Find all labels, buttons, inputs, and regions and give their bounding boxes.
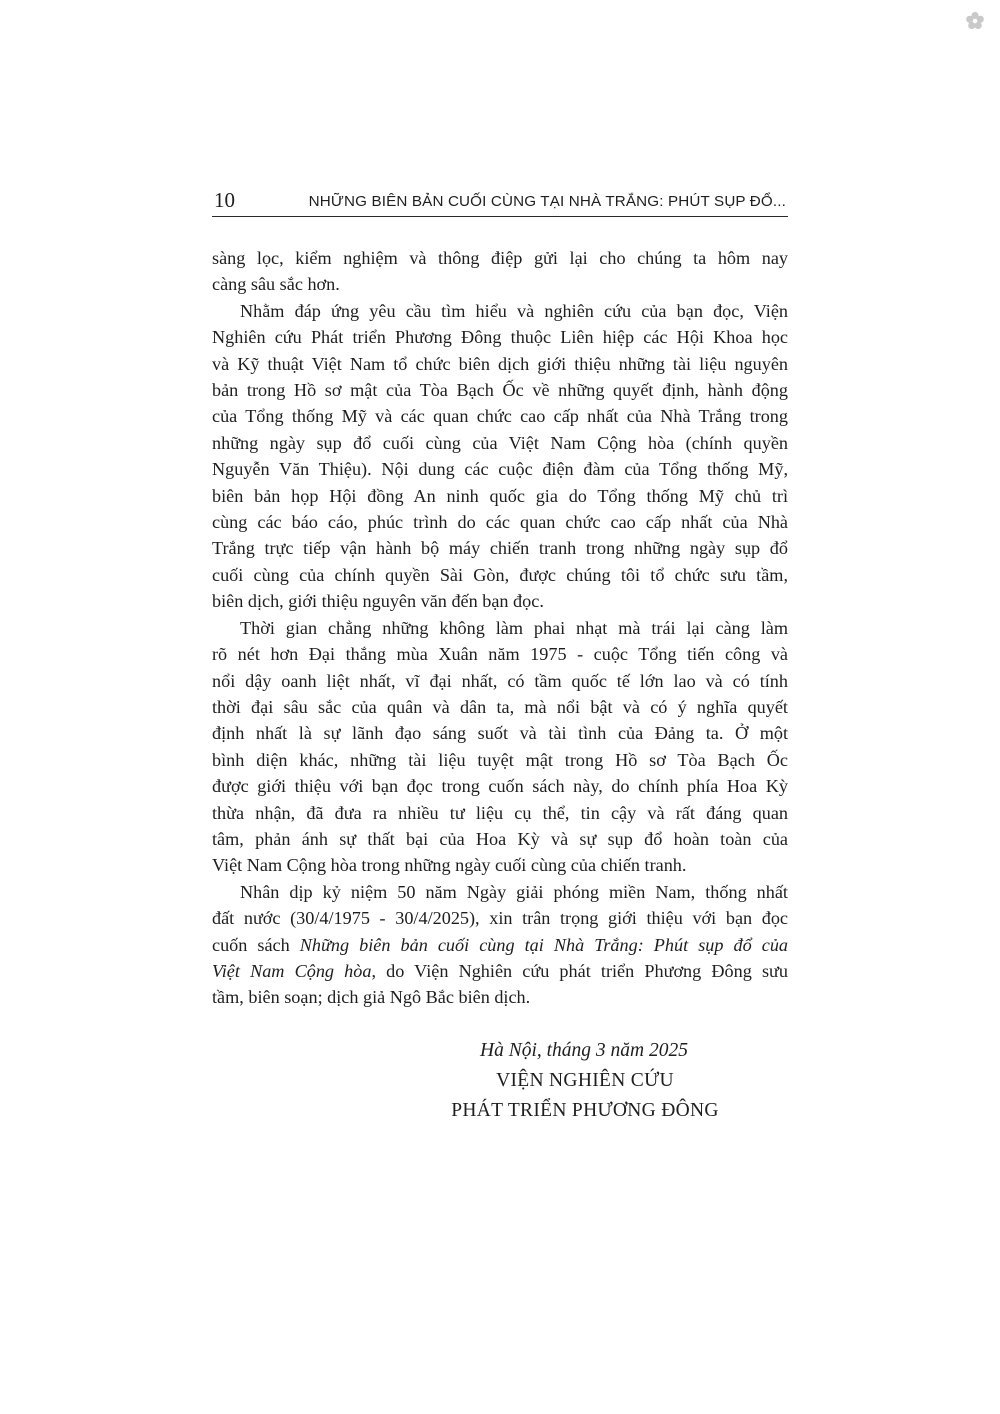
text-line: rõ nét hơn Đại thắng mùa Xuân năm 1975 - cuộc Tổng tiến công và — [212, 644, 788, 665]
text-line: Nhân dịp kỷ niệm 50 năm Ngày giải phóng miền Nam, thống nhất — [240, 881, 788, 902]
text-run: cuốn sách — [212, 934, 300, 955]
text-line: những ngày sụp đổ cuối cùng của Việt Nam Cộng hòa (chính quyền — [212, 432, 788, 453]
text-line: Việt Nam Cộng hòa trong những ngày cuối cùng của chiến tranh. — [212, 855, 687, 876]
text-line: thời đại sâu sắc của quân và dân ta, mà nổi bật và có ý nghĩa quyết — [212, 696, 788, 717]
page-number: 10 — [214, 188, 235, 212]
text-line: bình diện khác, những tài liệu tuyệt mật trong Hồ sơ Tòa Bạch Ốc — [212, 749, 788, 770]
text-line: biên bản họp Hội đồng An ninh quốc gia do Tổng thống Mỹ chủ trì — [212, 485, 788, 506]
text-line: Thời gian chẳng những không làm phai nhạt mà trái lại càng làm — [240, 617, 788, 638]
text-line: Trắng trực tiếp vận hành bộ máy chiến tranh trong những ngày sụp đổ — [212, 538, 788, 559]
text-run: , do Viện Nghiên cứu phát triển Phương Đông sưu — [371, 960, 788, 981]
organization-name-line-2: PHÁT TRIỂN PHƯƠNG ĐÔNG — [451, 1100, 719, 1121]
book-name-italic: Những biên bản cuối cùng tại Nhà Trắng: Phút sụp đổ của — [299, 934, 789, 955]
paragraph — [212, 615, 788, 879]
text-line: biên dịch, giới thiệu nguyên văn đến bạn đọc. — [212, 591, 544, 612]
running-header — [212, 186, 788, 217]
text-line: được giới thiệu với bạn đọc trong cuốn sách này, do chính phía Hoa Kỳ — [212, 776, 788, 797]
organization-name-line-1: VIỆN NGHIÊN CỨU — [496, 1070, 674, 1091]
text-line: định nhất là sự lãnh đạo sáng suốt và tài tình của Đảng ta. Ở một — [212, 723, 788, 744]
text-line: sàng lọc, kiểm nghiệm và thông điệp gửi lại cho chúng ta hôm nay — [212, 248, 788, 268]
text-line: bản trong Hồ sơ mật của Tòa Bạch Ốc về những quyết định, hành động — [212, 380, 788, 401]
flower-watermark-icon — [964, 10, 986, 32]
text-line: Nhằm đáp ứng yêu cầu tìm hiểu và nghiên cứu của bạn đọc, Viện — [240, 300, 788, 321]
text-line: của Tổng thống Mỹ và các quan chức cao cấp nhất của Nhà Trắng trong — [212, 406, 788, 427]
paragraph — [212, 879, 788, 1011]
text-line: tâm, phản ánh sự thất bại của Hoa Kỳ và sự sụp đổ hoàn toàn của — [212, 828, 788, 849]
paragraph — [212, 245, 788, 298]
paragraph — [212, 298, 788, 615]
text-line — [212, 958, 788, 984]
text-line: nổi dậy oanh liệt nhất, vĩ đại nhất, có tầm quốc tế lớn lao và có tính — [212, 670, 788, 691]
text-line: càng sâu sắc hơn. — [212, 274, 340, 295]
text-line — [212, 932, 788, 958]
text-line: đất nước (30/4/1975 - 30/4/2025), xin trân trọng giới thiệu với bạn đọc — [212, 908, 788, 929]
book-name-italic: Việt Nam Cộng hòa — [212, 960, 372, 981]
text-line: Nguyễn Văn Thiệu). Nội dung các cuộc điện đàm của Tổng thống Mỹ, — [212, 459, 788, 480]
text-line: thừa nhận, đã đưa ra nhiều tư liệu cụ thể, tin cậy và rất đáng quan — [212, 802, 788, 823]
text-line: cùng các báo cáo, phúc trình do các quan chức cao cấp nhất của Nhà — [212, 512, 788, 533]
signature-block — [390, 1036, 780, 1126]
place-date: Hà Nội, tháng 3 năm 2025 — [479, 1040, 688, 1061]
text-line: cuối cùng của chính quyền Sài Gòn, được chúng tôi tổ chức sưu tầm, — [212, 564, 788, 585]
text-line: và Kỹ thuật Việt Nam tổ chức biên dịch giới thiệu những tài liệu nguyên — [212, 353, 788, 374]
text-line: Nghiên cứu Phát triển Phương Đông thuộc Liên hiệp các Hội Khoa học — [212, 327, 788, 348]
body-text — [212, 245, 788, 1011]
text-line: tầm, biên soạn; dịch giả Ngô Bắc biên dịch. — [212, 987, 531, 1008]
running-book-title: NHỮNG BIÊN BẢN CUỐI CÙNG TẠI NHÀ TRẮNG: PHÚT SỤP ĐỔ... — [308, 193, 786, 210]
